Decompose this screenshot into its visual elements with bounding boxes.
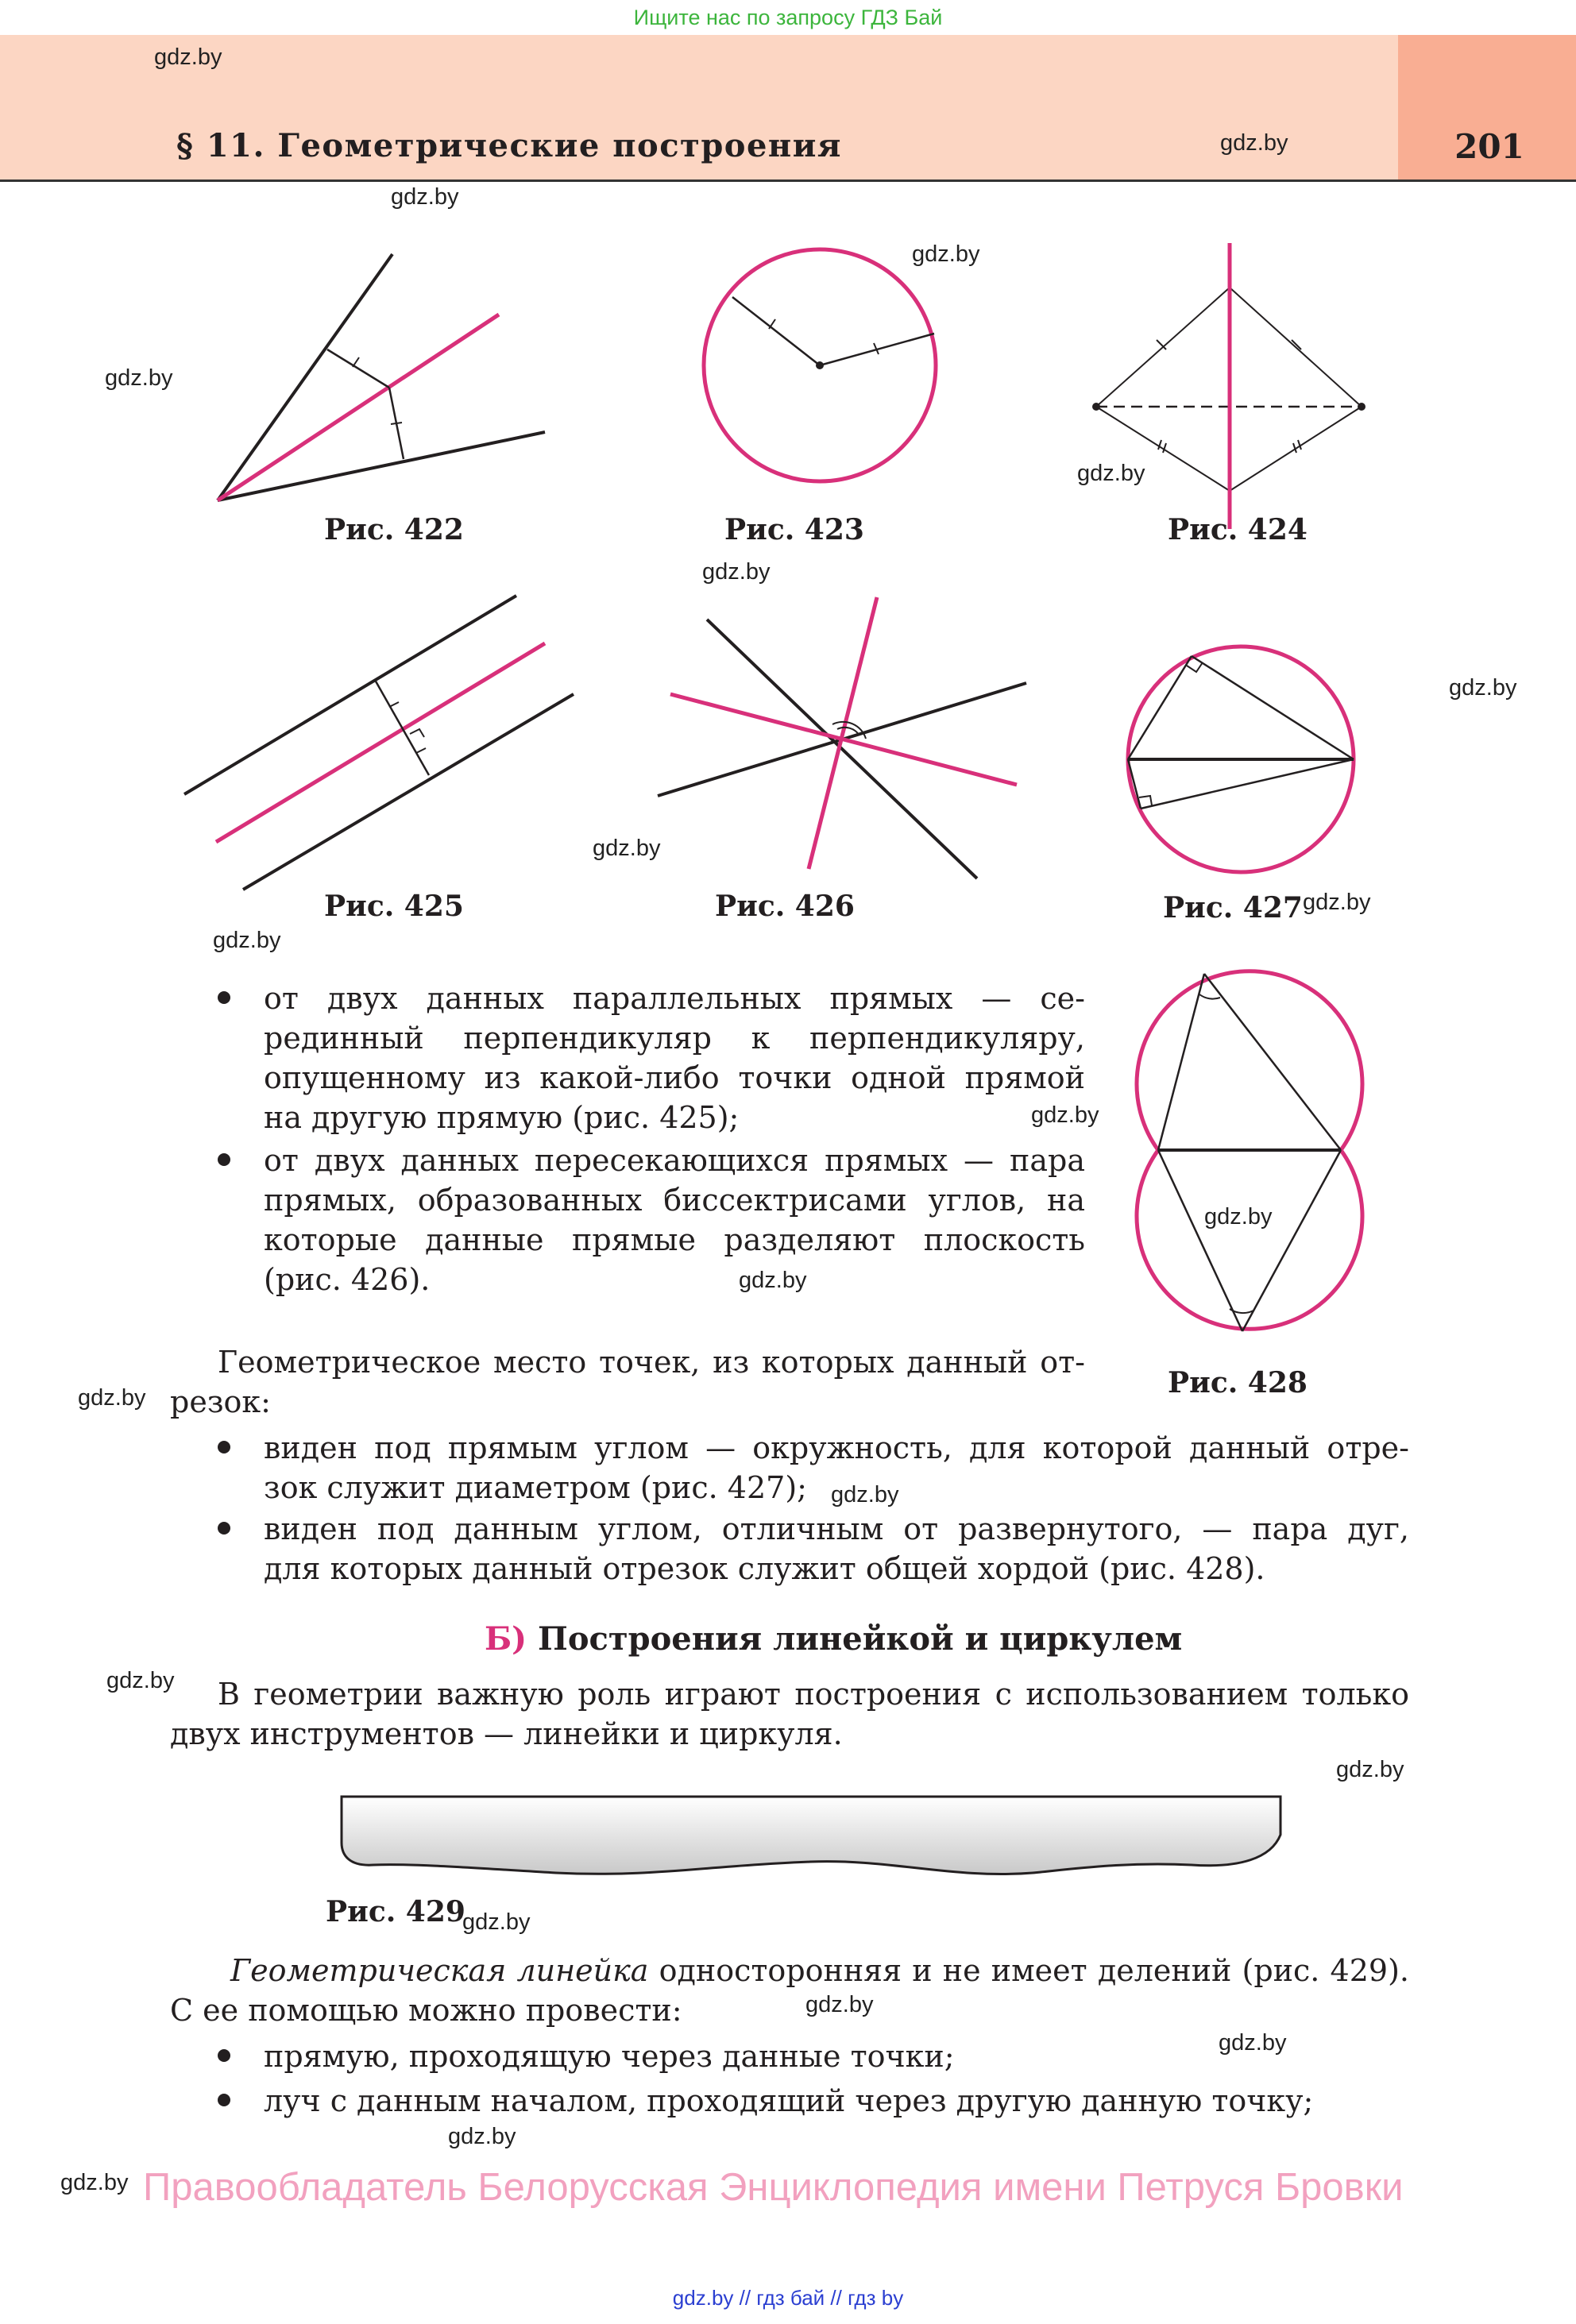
bullet-dot: [218, 991, 230, 1004]
watermark: gdz.by: [391, 184, 459, 210]
paragraph-tools-line-1: В геометрии важную роль играют построения с использованием только: [218, 1677, 1409, 1712]
paragraph-locus-line-2: резок:: [170, 1384, 271, 1419]
watermark: gdz.by: [1220, 130, 1288, 156]
watermark: gdz.by: [1303, 890, 1371, 915]
watermark: gdz.by: [1031, 1102, 1099, 1128]
paragraph-locus-line-1: Геометрическое место точек, из которых данный от-: [218, 1345, 1085, 1380]
subheading: [485, 1620, 1182, 1658]
bullet-1-line-2: рединный перпендикуляр к перпендикуляру,: [264, 1021, 1085, 1056]
watermark: gdz.by: [448, 2124, 516, 2149]
watermark: gdz.by: [154, 44, 222, 70]
bullet-2-line-3: которые данные прямые разделяют плоскость: [264, 1222, 1085, 1257]
caption-fig-422: Рис. 422: [324, 513, 464, 546]
bullet-3-line-2: зок служит диаметром (рис. 427);: [264, 1470, 807, 1505]
subheading-letter: Б): [485, 1620, 527, 1658]
bullet-dot: [218, 1522, 230, 1535]
caption-fig-423: Рис. 423: [724, 513, 864, 546]
bullet-2-line-4: (рис. 426).: [264, 1262, 431, 1297]
watermark: gdz.by: [213, 928, 281, 953]
page-number: 201: [1454, 127, 1524, 166]
watermark: gdz.by: [1077, 461, 1145, 486]
bullet-4-line-2: для которых данный отрезок служит общей хордой (рис. 428).: [264, 1551, 1265, 1586]
copyright-notice: Правообладатель Белорусская Энциклопедия имени Петруся Бровки: [143, 2166, 1404, 2209]
bullet-1-line-4: на другую прямую (рис. 425);: [264, 1100, 740, 1135]
watermark: gdz.by: [1219, 2030, 1287, 2056]
bullet-5: прямую, проходящую через данные точки;: [264, 2039, 955, 2074]
watermark: gdz.by: [105, 365, 173, 391]
bullet-6: луч с данным началом, проходящий через другую данную точку;: [264, 2083, 1314, 2118]
bullet-2-line-1: от двух данных пересекающихся прямых — пара: [264, 1143, 1085, 1178]
subheading-text: Построения линейкой и циркулем: [538, 1620, 1183, 1658]
watermark: gdz.by: [60, 2170, 129, 2195]
caption-fig-426: Рис. 426: [715, 890, 855, 923]
paragraph-ruler-rest: односторонняя и не имеет делений (рис. 429).: [648, 1953, 1409, 1988]
paragraph-tools-line-2: двух инструментов — линейки и циркуля.: [170, 1716, 843, 1751]
caption-fig-428: Рис. 428: [1168, 1366, 1308, 1399]
paragraph-ruler-line-2: С ее помощью можно провести:: [170, 1993, 682, 2028]
bullet-4-line-1: виден под данным углом, отличным от развернутого, — пара дуг,: [264, 1511, 1409, 1546]
bullet-1-line-3: опущенному из какой-либо точки одной прямой: [264, 1060, 1085, 1095]
bullet-2-line-2: прямых, образованных биссектрисами углов, на: [264, 1183, 1085, 1218]
watermark: gdz.by: [1336, 1757, 1404, 1782]
term-geometric-ruler: Геометрическая линейка: [230, 1953, 649, 1988]
footer-links[interactable]: gdz.by // гдз бай // гдз by: [672, 2286, 904, 2310]
caption-fig-425: Рис. 425: [324, 890, 464, 923]
top-banner: Ищите нас по запросу ГДЗ Бай: [633, 6, 943, 29]
watermark: gdz.by: [593, 836, 661, 861]
watermark: gdz.by: [912, 241, 980, 267]
watermark: gdz.by: [1204, 1204, 1273, 1230]
caption-fig-427: Рис. 427: [1163, 891, 1303, 925]
watermark: gdz.by: [739, 1268, 807, 1293]
watermark: gdz.by: [831, 1482, 899, 1508]
paragraph-ruler-line-1: [230, 1951, 1409, 1990]
watermark: gdz.by: [1449, 675, 1517, 701]
watermark: gdz.by: [78, 1385, 146, 1411]
watermark: gdz.by: [702, 559, 771, 585]
bullet-dot: [218, 2094, 230, 2106]
watermark: gdz.by: [805, 1992, 874, 2017]
bullet-dot: [218, 1153, 230, 1166]
watermark: gdz.by: [462, 1909, 531, 1935]
bullet-dot: [218, 1441, 230, 1453]
caption-fig-424: Рис. 424: [1168, 513, 1308, 546]
caption-fig-429: Рис. 429: [326, 1895, 465, 1928]
watermark: gdz.by: [106, 1668, 175, 1693]
bullet-1-line-1: от двух данных параллельных прямых — се-: [264, 981, 1085, 1016]
bullet-3-line-1: виден под прямым углом — окружность, для которой данный отре-: [264, 1430, 1409, 1465]
section-title: § 11. Геометрические построения: [176, 127, 842, 164]
bullet-dot: [218, 2049, 230, 2062]
